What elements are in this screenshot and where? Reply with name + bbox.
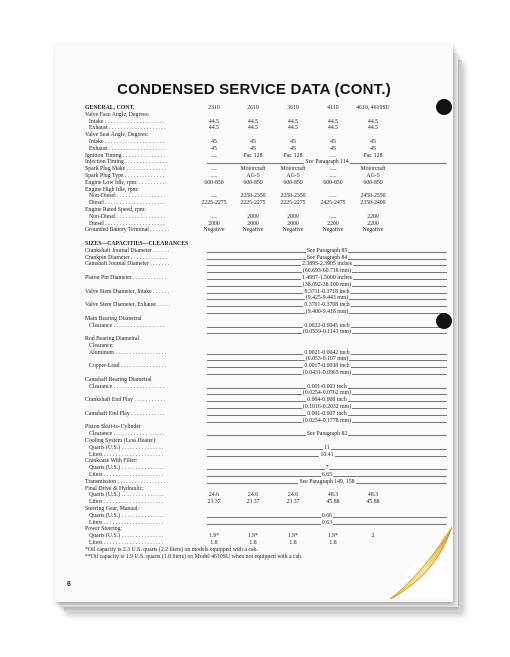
spec-label: Valve Seat Angle, Degrees: [85,132,149,139]
spec-common-value: (0.0559-0.1143 mm) [207,329,447,336]
spec-row [85,207,445,214]
spec-row [85,377,445,384]
spec-label: Clearance: [89,342,114,349]
spec-row [85,343,445,350]
spec-value: ..... [210,172,218,179]
spec-value: ..... [329,172,337,179]
spec-row [85,418,445,425]
spec-value: 4110 [327,105,339,111]
spec-row [85,404,445,411]
spec-row [85,452,445,459]
spec-label: *Oil capacity is 2.3 U.S. quarts (2.2 liters) on models equipped with a cab. [85,546,258,553]
spec-row [85,193,445,200]
manual-page [55,45,453,602]
spec-row [85,125,445,132]
spec-common-value: (0.0254-0.1778 mm) [207,418,447,425]
spec-value: 2425-2475 [320,200,346,207]
spec-value: 1.9* [287,533,299,540]
spec-value: 600-850 [363,179,383,186]
spec-label: Quarts (U.S.) . . . . . . . . . . . . . . . [89,492,164,499]
spec-value: ..... [329,193,337,200]
spec-value: 45 [290,145,296,152]
spec-common-value: 0.3711-0.3718 inch [207,289,447,296]
spec-label: Transmission . . . . . . . . . . . . . . . . . [85,478,166,485]
spec-common-value: 0.3701-0.3708 inch [207,302,447,309]
spec-row [85,187,445,194]
spec-common-value: 0.63 [207,520,447,527]
spec-value: 44.5 [367,118,379,125]
binder-hole-top [436,99,452,115]
spec-label: Valve Face Angle, Degrees: [85,111,150,118]
spec-row [85,295,445,302]
page-title: CONDENSED SERVICE DATA (CONT.) [117,81,391,98]
spec-label: Grounded Battery Terminal . . . . . . . [85,227,170,234]
spec-label: Non-Diesel . . . . . . . . . . . . . . . . . [89,213,165,220]
spec-value: 2450-2550 [360,193,386,200]
spec-value: Negative [362,227,384,234]
spec-label: Intake . . . . . . . . . . . . . . . . . . . . . [89,118,165,125]
spec-value: 2200 [367,220,379,227]
spec-value: 45 [211,145,217,152]
spec-value: 24.6 [247,492,259,499]
spec-value: 45.88 [366,499,380,506]
spec-value: 45 [330,145,336,152]
spec-row [85,356,445,363]
spec-row [85,479,445,486]
spec-label: Exhaust . . . . . . . . . . . . . . . . . . . . [89,125,166,132]
spec-label: Rod Bearing Diametral [85,336,140,343]
spec-label: Clearance . . . . . . . . . . . . . . . . . . [89,322,165,329]
spec-value: 1.8 [289,540,297,546]
spec-value: AG-5 [366,172,380,179]
spec-value: 44.5 [208,125,220,132]
spec-row [85,384,445,391]
spec-common-value: 7 [207,465,447,472]
spec-value: Par. 128 [283,152,303,159]
spec-row [85,363,445,370]
spec-value: ..... [329,152,337,159]
spec-value: 2000 [287,220,299,227]
spec-row [85,200,445,207]
spec-label: Valve Stem Diameter, Intake . . . . . . [85,288,170,295]
spec-label: Engine Rated Speed, rpm: [85,206,146,213]
spec-common-value: 0.001-0.003 inch [207,384,447,391]
spec-common-value: 11 [207,445,447,452]
spec-row [85,166,445,173]
spec-label: Power Steering: [85,526,123,533]
spec-value: Par. 128 [363,152,383,159]
spec-value: 600-850 [283,179,303,186]
spec-row [85,234,445,241]
spec-label: Quarts (U.S.) . . . . . . . . . . . . . . . [89,465,164,472]
spec-value: ..... [329,213,337,220]
spec-value: Motorcraft [240,166,266,173]
spec-value: 3610 [287,105,299,111]
spec-row [85,173,445,180]
spec-label: Clearance . . . . . . . . . . . . . . . . . . [89,431,165,438]
spec-common-value: See Paragraph 114 [207,159,447,166]
spec-row [85,241,445,248]
spec-value: 44.5 [327,118,339,125]
spec-label: **Oil capacity is 1.9 U.S. quarts (1.8 liters) on Model 4610SU when not equipped with a cab. [85,553,303,560]
spec-label: Quarts (U.S.) . . . . . . . . . . . . . . . [89,444,164,451]
spec-label: Liters . . . . . . . . . . . . . . . . . . . . . [89,519,164,526]
spec-common-value: (9.400-9.418 mm) [207,309,447,316]
spec-label: Liters . . . . . . . . . . . . . . . . . . . . . [89,540,164,546]
spec-label: GENERAL, CONT. [85,105,135,111]
spec-value: 2 [371,533,375,540]
spec-label: Engine Low Idle, rpm: . . . . . . . . . . [85,179,167,186]
spec-label: Camshaft Journal Diameter . . . . . . . [85,261,170,268]
spec-common-value: (0.0254-0.0762 mm) [207,390,447,397]
spec-value: Negative [282,227,304,234]
spec-row [85,350,445,357]
spec-row [85,492,445,499]
spec-row [85,275,445,282]
spec-common-value: 0.0021-0.0042 inch [207,350,447,357]
spec-value: 44.5 [247,118,259,125]
spec-row [85,261,445,268]
spec-value: 44.5 [208,118,220,125]
spec-label: Non-Diesel . . . . . . . . . . . . . . . . . [89,193,165,200]
spec-value: Motorcraft [360,166,386,173]
spec-value: 1.8 [249,540,257,546]
spec-label: Valve Stem Diameter, Exhaust . . . . . [85,302,171,309]
spec-value: 2000 [247,220,259,227]
spec-common-value: (60.693-60.718 mm) [207,268,447,275]
spec-value: 23.37 [286,499,300,506]
spec-label: Final Drive & Hydraulic: [85,485,144,492]
spec-value: 44.5 [287,118,299,125]
spec-row [85,139,445,146]
spec-row [85,153,445,160]
spec-common-value: 0.004-0.008 inch [207,397,447,404]
spec-label: Clearance . . . . . . . . . . . . . . . . . . [89,383,165,390]
spec-value: 1.9* [247,533,259,540]
spec-value: 600-850 [243,179,263,186]
spec-value: AG-5 [286,172,300,179]
spec-label: Aluminum . . . . . . . . . . . . . . . . . . [89,349,167,356]
spec-value: 2000 [247,213,259,220]
spec-row [85,438,445,445]
spec-value: 45 [250,145,256,152]
spec-row [85,397,445,404]
spec-common-value: (9.425-9.443 mm) [207,295,447,302]
spec-label: Exhaust . . . . . . . . . . . . . . . . . . . . [89,145,166,152]
spec-value: 45 [370,138,376,145]
spec-row [85,411,445,418]
spec-row [85,336,445,343]
spec-label: Engine High Idle, rpm: [85,186,139,193]
spec-table [85,105,445,560]
spec-row [85,105,445,112]
spec-value: 1.9* [208,533,220,540]
spec-row [85,302,445,309]
spec-value: 48.3 [367,492,379,499]
spec-common-value: 0.0017-0.0038 inch [207,363,447,370]
spec-row [85,309,445,316]
spec-row [85,282,445,289]
spec-label: Diesel . . . . . . . . . . . . . . . . . . . . . [89,220,165,227]
spec-row [85,465,445,472]
spec-row [85,499,445,506]
spec-row [85,329,445,336]
spec-value: 45 [290,138,296,145]
spec-label: Crankcase With Filter: [85,458,138,465]
spec-value: 44.5 [367,125,379,132]
spec-row [85,132,445,139]
spec-label: Spark Plug Type . . . . . . . . . . . . . . [85,172,165,179]
spec-value: 2250-2350 [280,193,306,200]
spec-value: ..... [210,213,218,220]
spec-value: 2350-2400 [360,200,386,207]
spec-label: Cooling System (Less Heater): [85,438,157,445]
spec-label: Crankshaft Journal Diameter . . . . . . [85,247,170,254]
spec-value: 48.3 [327,492,339,499]
spec-label: Piston Skirt-to-Cylinder [85,424,141,431]
page-curl-corner[interactable] [380,527,452,599]
spec-value: Negative [322,227,344,234]
spec-value: 45 [370,145,376,152]
spec-value: 2610 [247,105,259,111]
spec-value: 600-850 [323,179,343,186]
spec-row [85,146,445,153]
spec-row [85,472,445,479]
spec-label: Quarts (U.S.) . . . . . . . . . . . . . . . [89,533,164,540]
spec-value: 24.6 [208,492,220,499]
spec-value: Negative [242,227,264,234]
spec-common-value: 10.41 [207,452,447,459]
spec-label: Camshaft End Play . . . . . . . . . . . . [85,410,165,417]
spec-label: Crankpin Diameter . . . . . . . . . . . . . [85,254,168,261]
spec-value: 2225-2275 [280,200,306,207]
spec-value: 23.37 [207,499,221,506]
spec-label: Piston Pin Diameter . . . . . . . . . . . . [85,274,167,281]
spec-common-value: (0.0431-0.0965 mm) [207,370,447,377]
spec-row [85,520,445,527]
spec-value: ..... [329,166,337,173]
spec-value: 2200 [367,213,379,220]
page-number: 6 [67,581,71,588]
spec-value: 2250-2350 [240,193,266,200]
spec-common-value: 0.001-0.007 inch [207,411,447,418]
spec-value: Motorcraft [280,166,306,173]
binder-hole-middle [436,313,452,329]
spec-value: 45 [211,138,217,145]
spec-common-value: 6.65 [207,472,447,479]
spec-row [85,370,445,377]
spec-common-value: 0.0022-0.0045 inch [207,323,447,330]
spec-label: Liters . . . . . . . . . . . . . . . . . . . . . [89,499,164,506]
spec-label: Injection Timing . . . . . . . . . . . . . . . [85,159,168,166]
spec-row [85,323,445,330]
spec-value: 2310 [208,105,220,111]
spec-row [85,316,445,323]
spec-common-value: (38.092-38.100 mm) [207,282,447,289]
spec-value: 600-850 [204,179,224,186]
spec-value: 2225-2275 [201,200,227,207]
spec-row [85,119,445,126]
spec-label: Liters . . . . . . . . . . . . . . . . . . . . . [89,451,164,458]
spec-value: 45 [250,138,256,145]
spec-value: ..... [210,193,218,200]
spec-label: Diesel . . . . . . . . . . . . . . . . . . . . . [89,200,165,207]
spec-value: 1.8 [210,540,218,546]
spec-value: 4610, 4610SU [356,105,390,111]
spec-value: ..... [210,152,218,159]
spec-value: 2200 [327,220,339,227]
spec-common-value: See Paragraph 85 [207,248,447,255]
spec-row [85,227,445,234]
spec-label: Ignition Timing . . . . . . . . . . . . . . . [85,152,166,159]
spec-label: Intake . . . . . . . . . . . . . . . . . . . . . [89,138,165,145]
spec-value: 2225-2275 [240,200,266,207]
spec-common-value: (0.1016-0.2032 mm) [207,404,447,411]
spec-row [85,248,445,255]
spec-label: Steering Gear, Manual: [85,506,140,513]
spec-common-value: 0.66 [207,513,447,520]
spec-value: 2000 [287,213,299,220]
spec-row [85,445,445,452]
spec-value: 23.37 [246,499,260,506]
spec-row [85,424,445,431]
spec-common-value: 1.4997-1.5000 inches [207,275,447,282]
spec-value: 1.9* [327,533,339,540]
spec-row [85,221,445,228]
spec-label: Main Bearing Diametral [85,315,142,322]
spec-row [85,112,445,119]
spec-value: Par. 128 [243,152,263,159]
spec-value: 45.88 [326,499,340,506]
spec-value: AG-5 [246,172,260,179]
spec-label: Quarts (U.S.) . . . . . . . . . . . . . . . [89,512,164,519]
spec-row [85,180,445,187]
spec-label: Camshaft Bearing Diametral [85,376,152,383]
spec-label: Spark Plug Make . . . . . . . . . . . . . . [85,166,166,173]
spec-label: Copper-Lead . . . . . . . . . . . . . . . . [89,363,166,370]
spec-value: Negative [203,227,225,234]
spec-value: 44.5 [287,125,299,132]
spec-value: 24.6 [287,492,299,499]
spec-row [85,214,445,221]
spec-common-value: 2.3895-2.3905 inches [207,261,447,268]
spec-row [85,506,445,513]
spec-value: ..... [210,166,218,173]
spec-value: 1.8 [329,540,337,546]
spec-row [85,268,445,275]
spec-common-value: See Paragraph 82 [207,431,447,438]
spec-row [85,289,445,296]
spec-value: 45 [330,138,336,145]
spec-value: 44.5 [247,125,259,132]
spec-value: 2000 [208,220,220,227]
spec-common-value: (0.053-0.107 mm) [207,356,447,363]
spec-label: Liters . . . . . . . . . . . . . . . . . . . . . [89,472,164,479]
spec-label: Crankshaft End Play . . . . . . . . . . . [85,397,165,404]
spec-value: 44.5 [327,125,339,132]
spec-common-value: See Paragraph 149, 158 [207,479,447,486]
spec-label: SIZES—CAPACITIES—CLEARANCES [85,240,189,247]
spec-row [85,513,445,520]
spec-common-value: See Paragraph 84 [207,255,447,262]
